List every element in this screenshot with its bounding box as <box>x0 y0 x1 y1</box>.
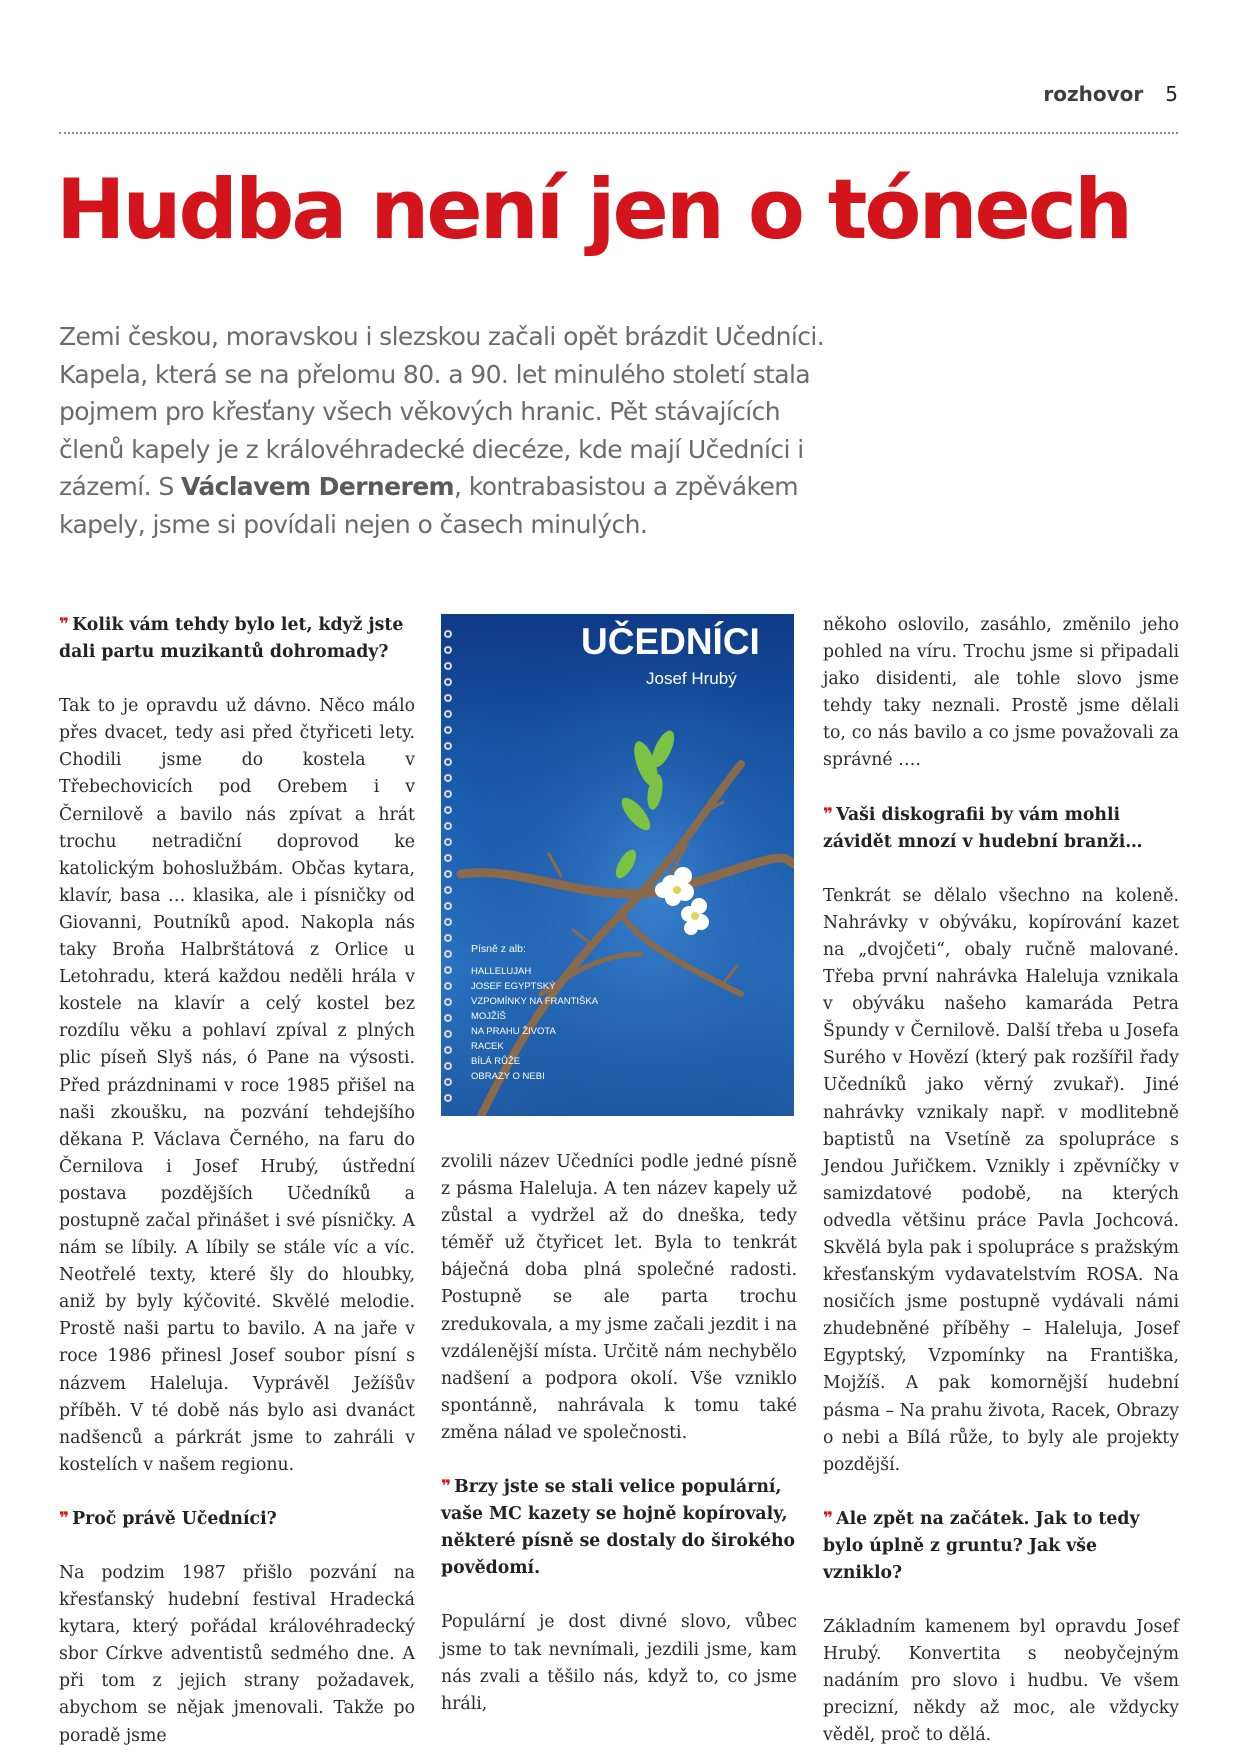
interview-answer: Tenkrát se dělalo všechno na koleně. Nahrávky v obýváku, kopírování kazet na „dvojčeti“, obaly ručně malované. Třeba první nahrávka Haleluja vznikala v obýváku našeho kamaráda Petra Špundy v Černilově. Další třeba u Josefa Surého v Hovězí (který pak rozšířil řady Učedníků jako věrný zvukař). Jiné nahrávky vznikaly např. v modlitebně baptistů na Vsetíně za spolupráce s Jendou Juřičkem. Vznikly i zpěvníčky v samizdatové podobě, na kterých odvedla většinu práce Pavla Jochcová. Skvělá byla pak i spolupráce s pražským křesťanským vydavatelstvím ROSA. Na nosičích jsme postupně vydávali námi zhudebněné příběhy – Haleluja, Josef Egyptský, Vzpomínky na Františka, Mojžíš. A pak komornější hudební pásma – Na prahu života, Racek, Obrazy o nebi a Bílá růže, to byly ale projekty pozdější. <box>823 885 1179 1475</box>
cover-album-item: JOSEF EGYPTSKÝ <box>471 981 556 992</box>
interview-answer: zvolili název Učedníci podle jedné písně z pásma Haleluja. A ten název kapely už zůstal a vydržel až do dneška, tedy téměř už čtyřicet let. Byla to tenkrát báječná doba plná společné radosti. Postupně se ale parta trochu zredukovala, a my jsme začali jezdit i na vzdálenější místa. Určitě nám nechybělo nadšení a podpora okolí. Vše vzniklo spontánně, nahrávala k tomu také změna nálad ve společnosti. <box>441 1152 797 1443</box>
quote-mark-icon: ❞ <box>59 1508 67 1529</box>
question-text: Proč právě Učedníci? <box>72 1508 277 1529</box>
cover-author: Josef Hrubý <box>646 669 737 688</box>
cover-songs-heading: Písně z alb: <box>471 943 526 955</box>
album-cover-artwork <box>441 614 794 1116</box>
interview-question <box>59 1506 415 1533</box>
interview-question <box>441 1474 797 1582</box>
interview-answer: Na podzim 1987 přišlo pozvání na křesťanský hudební festival Hradecká kytara, který pořádal královéhradecký sbor Církve adventistů sedmého dne. A při tom z jejich strany požadavek, abychom se nějak jmenovali. Takže po poradě jsme <box>59 1563 415 1746</box>
article-column-1 <box>59 612 415 1750</box>
quote-mark-icon: ❞ <box>441 1477 449 1498</box>
cover-album-item: MOJŽÍŠ <box>471 1011 506 1022</box>
cover-album-item: HALLELUJAH <box>471 966 532 977</box>
article-column-2 <box>441 1149 797 1718</box>
quote-mark-icon: ❞ <box>59 615 67 635</box>
cover-album-item: NA PRAHU ŽIVOTA <box>471 1026 556 1037</box>
interview-answer: Tak to je opravdu už dávno. Něco málo přes dvacet, tedy asi před čtyřiceti lety. Chodili jsme do kostela v Třebechovicích pod Orebem i v Černilově a bavilo nás zpívat a hrát trochu netradiční doprovod ke katolickým bohoslužbám. Občas kytara, klavír, basa … klasika, ale i písničky od Giovanni, Poutníků apod. Nakopla nás taky Broňa Halbrštátová z Orlice u Letohradu, která každou neděli hrála v kostele na klavír a celý kostel bez rozdílu věku a pohlaví zpíval z plných plic píseň Slyš nás, ó Pane na výsosti. Před prázdninami v roce 1985 přišel na naši zkoušku, na pozvání tehdejšího děkana P. Václava Černého, na faru do Černilova i Josef Hrubý, ústřední postava pozdějších Učedníků a postupně začal přinášet i své písničky. A nám se líbily. A líbily se stále víc a víc. Neotřelé texty, které šly do hloubky, aniž by byly kýčovité. Skvělé melodie. Prostě naši partu to bavilo. A na jaře v roce 1986 přinesl Josef soubor písní s názvem Haleluja. Vyprávěl Ježíšův příběh. V té době nás bylo asi dvanáct nadšenců a párkrát jsme to zahráli v kostelích v našem regionu. <box>59 696 415 1475</box>
interview-question <box>823 802 1179 856</box>
question-text: Brzy jste se stali velice populární, vaše MC kazety se hojně kopírovaly, některé písně se dostaly do širokého povědomí. <box>441 1477 796 1579</box>
interview-question <box>823 1506 1179 1587</box>
page-header <box>1043 82 1178 106</box>
article-lead <box>59 318 839 543</box>
quote-mark-icon: ❞ <box>823 804 831 825</box>
cover-album-item: VZPOMÍNKY NA FRANTIŠKA <box>471 996 599 1007</box>
question-text: Kolik vám tehdy bylo let, když jste dali partu muzikantů dohromady? <box>59 615 404 663</box>
page-number: 5 <box>1165 82 1178 106</box>
cover-title: UČEDNÍCI <box>581 621 760 662</box>
section-label: rozhovor <box>1043 82 1144 106</box>
article-title: Hudba není jen o tónech <box>56 161 1131 258</box>
question-text: Vaši diskografii by vám mohli závidět mnozí v hudební branži… <box>823 804 1143 852</box>
lead-text-end: , kontrabasistou a zpěvákem kapely, jsme si povídali nejen o časech minulých. <box>59 472 798 539</box>
cover-album-item: RACEK <box>471 1041 504 1052</box>
interview-answer: někoho oslovilo, zasáhlo, změnilo jeho pohled na víru. Trochu jsme si připadali jako disidenti, ale tohle slovo jsme tehdy taky neznali. Prostě jsme dělali to, co nás bavilo a co jsme považovali za správné …. <box>823 615 1179 771</box>
article-column-3 <box>823 612 1179 1750</box>
question-text: Ale zpět na začátek. Jak to tedy bylo úplně z gruntu? Jak vše vzniklo? <box>823 1508 1140 1583</box>
header-divider <box>59 132 1178 134</box>
cover-album-item: OBRAZY O NEBI <box>471 1071 545 1082</box>
quote-mark-icon: ❞ <box>823 1508 831 1529</box>
lead-interviewee-name: Václavem Dernerem <box>180 472 455 501</box>
cover-album-item: BÍLÁ RŮŽE <box>471 1056 521 1067</box>
interview-question <box>59 612 415 666</box>
interview-answer: Populární je dost divné slovo, vůbec jsme to tak nevnímali, jezdili jsme, kam nás zvali a těšilo nás, když to, co jsme hráli, <box>441 1612 797 1714</box>
album-cover-image <box>441 614 794 1116</box>
interview-answer: Základním kamenem byl opravdu Josef Hrubý. Konvertita s neobyčejným nadáním pro slovo i hudbu. Ve všem precizní, někdy až moc, ale vždycky věděl, proč to dělá. <box>823 1617 1179 1746</box>
lead-text-start: Zemi českou, moravskou i slezskou začali opět brázdit Učedníci. Kapela, která se na přelomu 80. a 90. let minulého století stala pojmem pro křesťany všech věkových hranic. Pět stávajících členů kapely je z královéhradecké diecéze, kde mají Učedníci i zázemí. S <box>59 322 825 501</box>
